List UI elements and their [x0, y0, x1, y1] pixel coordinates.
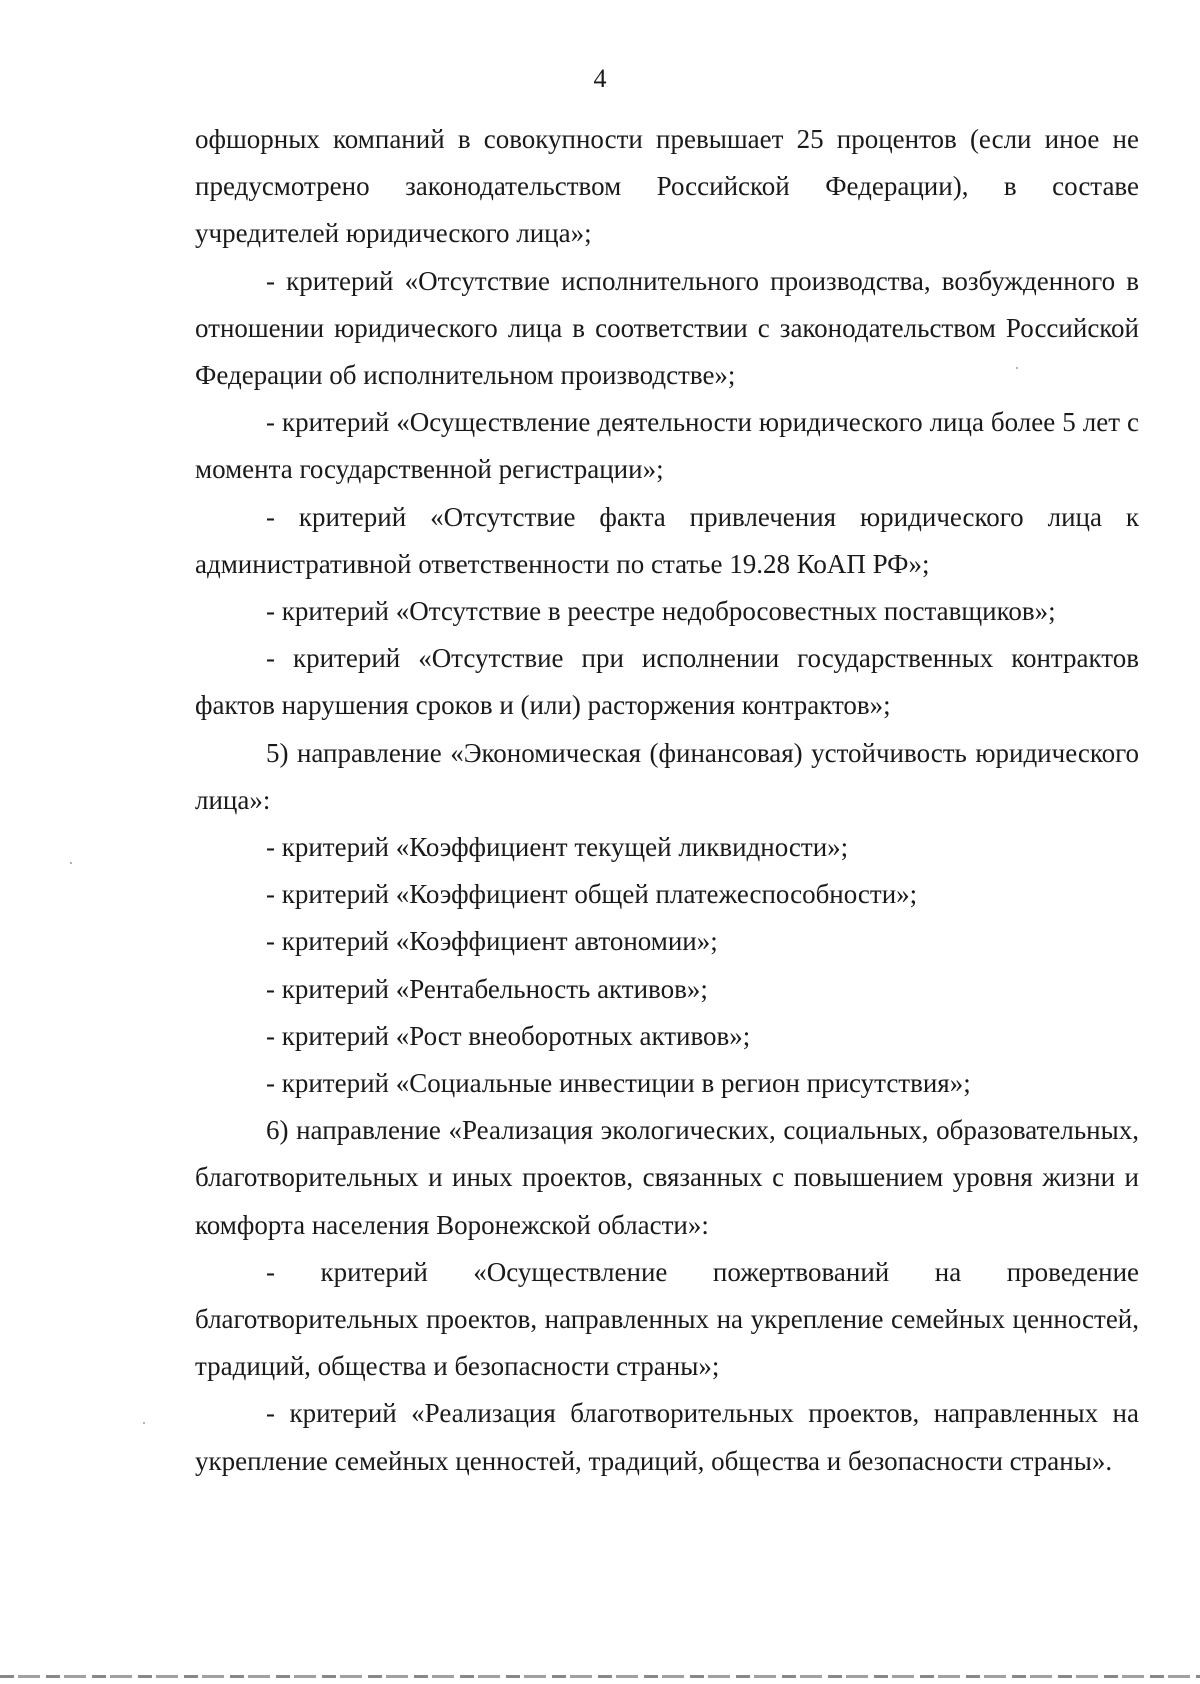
paragraph: - критерий «Отсутствие в реестре недобросовестных поставщиков»; [266, 596, 1056, 627]
scan-speck [143, 1422, 145, 1424]
scan-speck [1016, 367, 1018, 369]
paragraph: - критерий «Отсутствие факта привлечения юридического лица к административной ответственности по статье 19.28 КоАП РФ»; [195, 501, 1139, 579]
page-number: 4 [593, 64, 607, 93]
paragraph: 5) направление «Экономическая (финансовая) устойчивость юридического лица»: [195, 737, 1139, 815]
paragraph: - критерий «Осуществление деятельности юридического лица более 5 лет с момента государственной регистрации»; [195, 407, 1139, 485]
paragraph: 6) направление «Реализация экологических, социальных, образовательных, благотворительных и иных проектов, связанных с повышением уровня жизни и комфорта населения Воронежской области»: [195, 1115, 1139, 1240]
scan-speck [70, 862, 72, 864]
paragraph: - критерий «Рентабельность активов»; [266, 973, 708, 1004]
paragraph: - критерий «Коэффициент общей платежеспособности»; [266, 879, 918, 910]
paragraph: - критерий «Осуществление пожертвований на проведение благотворительных проектов, направленных на укрепление семейных ценностей, традиций, общества и безопасности страны»; [195, 1256, 1139, 1382]
paragraph: - критерий «Коэффициент текущей ликвидности»; [266, 832, 849, 863]
document-body [195, 116, 1139, 1485]
paragraph: - критерий «Отсутствие исполнительного производства, возбужденного в отношении юридического лица в соответствии с законодательством Российской Федерации об исполнительном производстве»; [195, 265, 1139, 391]
paragraph: - критерий «Коэффициент автономии»; [266, 926, 718, 957]
scan-edge-artifact [0, 1675, 1200, 1678]
paragraph: - критерий «Реализация благотворительных проектов, направленных на укрепление семейных ценностей, традиций, общества и безопасности страны». [195, 1398, 1139, 1476]
paragraph: - критерий «Рост внеоборотных активов»; [266, 1020, 751, 1051]
paragraph: офшорных компаний в совокупности превышает 25 процентов (если иное не предусмотрено законодательством Российской Федерации), в составе учредителей юридического лица»; [195, 124, 1139, 249]
paragraph: - критерий «Социальные инвестиции в регион присутствия»; [266, 1068, 971, 1099]
paragraph: - критерий «Отсутствие при исполнении государственных контрактов фактов нарушения сроков и (или) расторжения контрактов»; [195, 643, 1139, 721]
